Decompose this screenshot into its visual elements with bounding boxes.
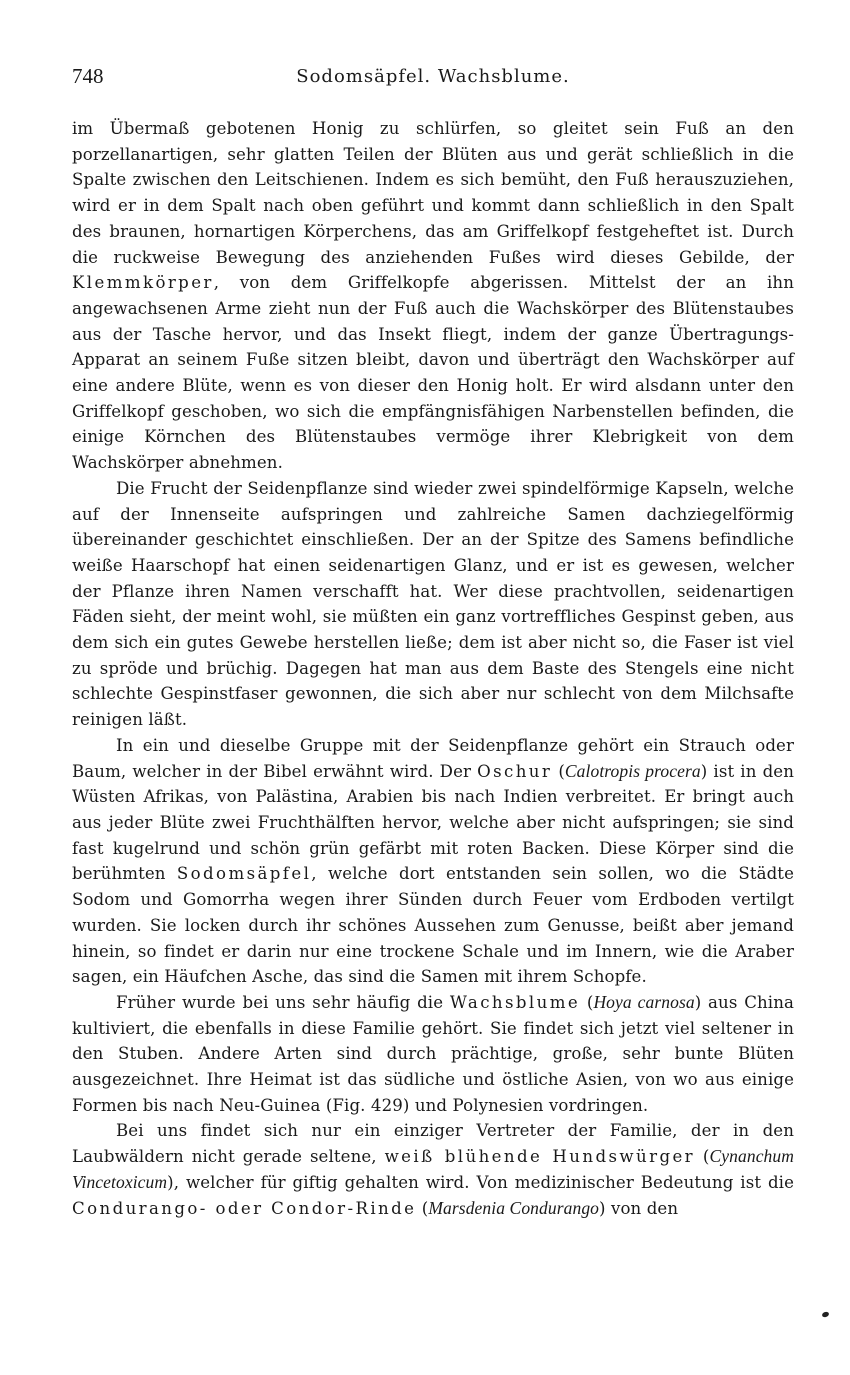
paragraph	[72, 1118, 794, 1221]
text-span: Die Frucht der Seidenpflanze sind wieder zwei spindelförmige Kapseln, welche auf der Innenseite aufspringen und zahlreiche Samen dachziegelförmig übereinander geschichtet einschließen. Der an der Spitze des Samens befindliche weiße Haarschopf hat einen seidenartigen Glanz, und er ist es gewesen, welcher der Pflanze ihren Namen verschafft hat. Wer diese prachtvollen, seidenartigen Fäden sieht, der meint wohl, sie müßten ein ganz vortreffliches Gespinst geben, aus dem sich ein gutes Gewebe herstellen ließe; dem ist aber nicht so, die Faser ist viel zu spröde und brüchig. Dagegen hat man aus dem Baste des Stengels eine nicht schlechte Gespinstfaser gewonnen, die sich aber nur schlecht von dem Milchsafte reinigen läßt.	[72, 478, 794, 730]
text-span: In ein und dieselbe Gruppe mit der Seidenpflanze gehört ein Strauch oder Baum, welcher in der Bibel erwähnt wird. Der	[72, 735, 794, 781]
text-span: (	[416, 1198, 429, 1218]
text-span: Bei uns findet sich nur ein einziger Vertreter der Familie, der in den Laubwäldern nicht gerade seltene,	[72, 1121, 794, 1167]
latin-name: Hoya carnosa	[593, 991, 695, 1012]
running-head	[72, 64, 794, 94]
latin-name: Calotropis procera	[564, 760, 701, 781]
book-page	[72, 64, 794, 1221]
paragraph	[72, 733, 794, 990]
text-span: Früher wurde bei uns sehr häufig die	[116, 992, 450, 1012]
text-span: , welche dort entstanden sein sollen, wo die Städte Sodom und Gomorrha wegen ihrer Sünden durch Feuer vom Erdboden vertilgt wurden. Sie locken durch ihr schönes Aussehen zum Genusse, beißt aber jemand hinein, so findet er darin nur eine trockene Schale und im Innern, wie die Araber sagen, ein Häufchen Asche, das sind die Samen mit ihrem Schopfe.	[72, 864, 794, 987]
spaced-term: Oschur	[477, 761, 553, 781]
spaced-term: Condurango- oder Condor-Rinde	[72, 1198, 417, 1218]
text-span: (	[552, 761, 565, 781]
ink-speck	[821, 1311, 829, 1318]
text-span: ) von den	[599, 1198, 679, 1218]
text-span: (	[695, 1147, 710, 1167]
spaced-term: Wachsblume	[449, 992, 581, 1012]
text-span: ) ist in den Wüsten Afrikas, von Palästina, Arabien bis nach Indien verbreitet. Er bringt auch aus jeder Blüte zwei Fruchthälften hervor, welche aber nicht aufspringen; sie sind fast kugelrund und schön grün gefärbt mit roten Backen. Diese Körper sind die berühmten	[72, 761, 794, 884]
latin-name: Cynanchum Vincetoxicum	[72, 1146, 794, 1192]
latin-name: Marsdenia Condurango	[428, 1197, 600, 1218]
spaced-term: Sodomsäpfel	[176, 864, 312, 884]
spaced-term: weiß blühende Hundswürger	[384, 1147, 696, 1167]
page-number: 748	[72, 64, 104, 88]
paragraph	[72, 116, 794, 476]
text-span: , von dem Griffelkopfe abgerissen. Mittelst der an ihn angewachsenen Arme zieht nun der Fuß auch die Wachskörper des Blütenstaubes aus der Tasche hervor, und das Insekt fliegt, indem der ganze Übertragungs-Apparat an seinem Fuße sitzen bleibt, davon und überträgt den Wachskörper auf eine andere Blüte, wenn es von dieser den Honig holt. Er wird alsdann unter den Griffelkopf geschoben, wo sich die empfängnisfähigen Narbenstellen befinden, die einige Körnchen des Blütenstaubes vermöge ihrer Klebrigkeit von dem Wachskörper abnehmen.	[72, 273, 794, 473]
text-span: ) aus China kultiviert, die ebenfalls in diese Familie gehört. Sie findet sich jetzt viel seltener in den Stuben. Andere Arten sind durch prächtige, große, sehr bunte Blüten ausgezeichnet. Ihre Heimat ist das südliche und östliche Asien, von wo aus einige Formen bis nach Neu-Guinea (Fig. 429) und Polynesien vordringen.	[72, 992, 794, 1115]
paragraph	[72, 476, 794, 733]
paragraph	[72, 990, 794, 1119]
text-span: (	[580, 992, 594, 1012]
text-span: ), welcher für giftig gehalten wird. Von medizinischer Bedeutung ist die	[167, 1172, 794, 1192]
running-title: Sodomsäpfel. Wachsblume.	[296, 66, 570, 87]
body-text	[72, 116, 794, 1221]
spaced-term: Klemmkörper	[72, 273, 214, 293]
text-span: im Übermaß gebotenen Honig zu schlürfen, so gleitet sein Fuß an den porzellanartigen, sehr glatten Teilen der Blüten aus und gerät schließlich in die Spalte zwischen den Leitschienen. Indem es sich bemüht, den Fuß herauszuziehen, wird er in dem Spalt nach oben geführt und kommt dann schließlich in den Spalt des braunen, hornartigen Körperchens, das am Griffelkopf festgeheftet ist. Durch die ruckweise Bewegung des anziehenden Fußes wird dieses Gebilde, der	[72, 119, 794, 267]
